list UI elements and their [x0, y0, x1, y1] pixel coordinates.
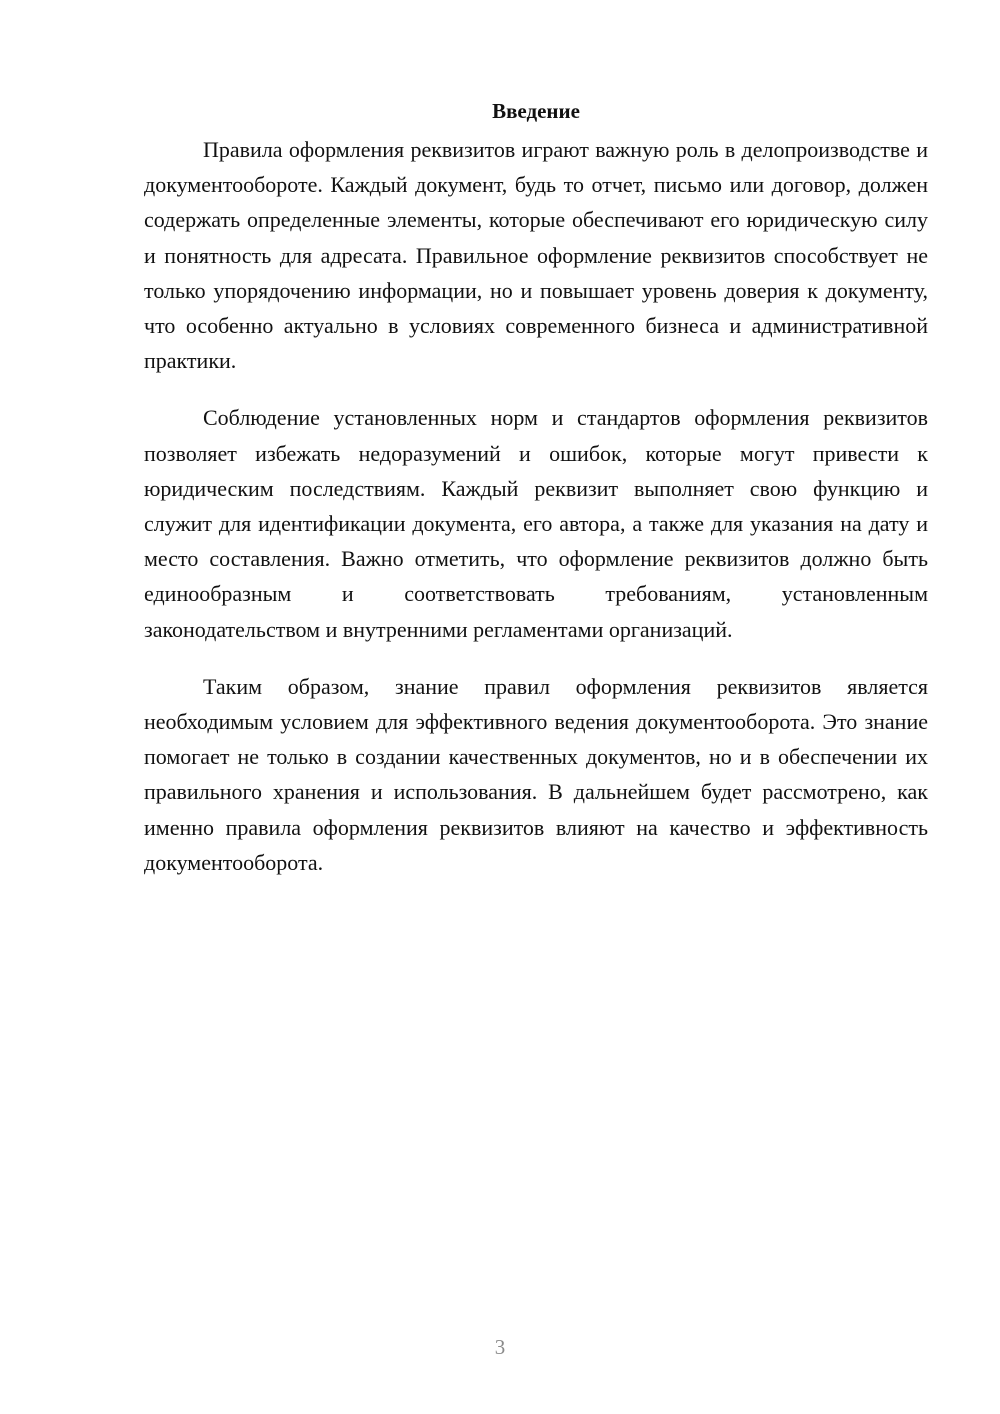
- page-number: 3: [494, 1335, 506, 1359]
- page-content: [144, 96, 928, 902]
- paragraph-3: Таким образом, знание правил оформления реквизитов является необходимым условием для эффективного ведения документооборота. Это знание помогает не только в создании качественных документов, но и в обеспечении их правильного хранения и использования. В дальнейшем будет рассмотрено, как именно правила оформления реквизитов влияют на качество и эффективность документооборота.: [144, 673, 928, 875]
- paragraph-2: Соблюдение установленных норм и стандартов оформления реквизитов позволяет избежать недоразумений и ошибок, которые могут привести к юридическим последствиям. Каждый реквизит выполняет свою функцию и служит для идентификации документа, его автора, а также для указания на дату и место составления. Важно отметить, что оформление реквизитов должно быть единообразным и соответствовать требованиям, установленным законодательством и внутренними регламентами организаций.: [144, 405, 928, 642]
- section-title: Введение: [492, 99, 580, 123]
- paragraph-1: Правила оформления реквизитов играют важную роль в делопроизводстве и документообороте. Каждый документ, будь то отчет, письмо или договор, должен содержать определенные элементы, которые обеспечивают его юридическую силу и понятность для адресата. Правильное оформление реквизитов способствует не только упорядочению информации, но и повышает уровень доверия к документу, что особенно актуально в условиях современного бизнеса и административной практики.: [144, 137, 928, 374]
